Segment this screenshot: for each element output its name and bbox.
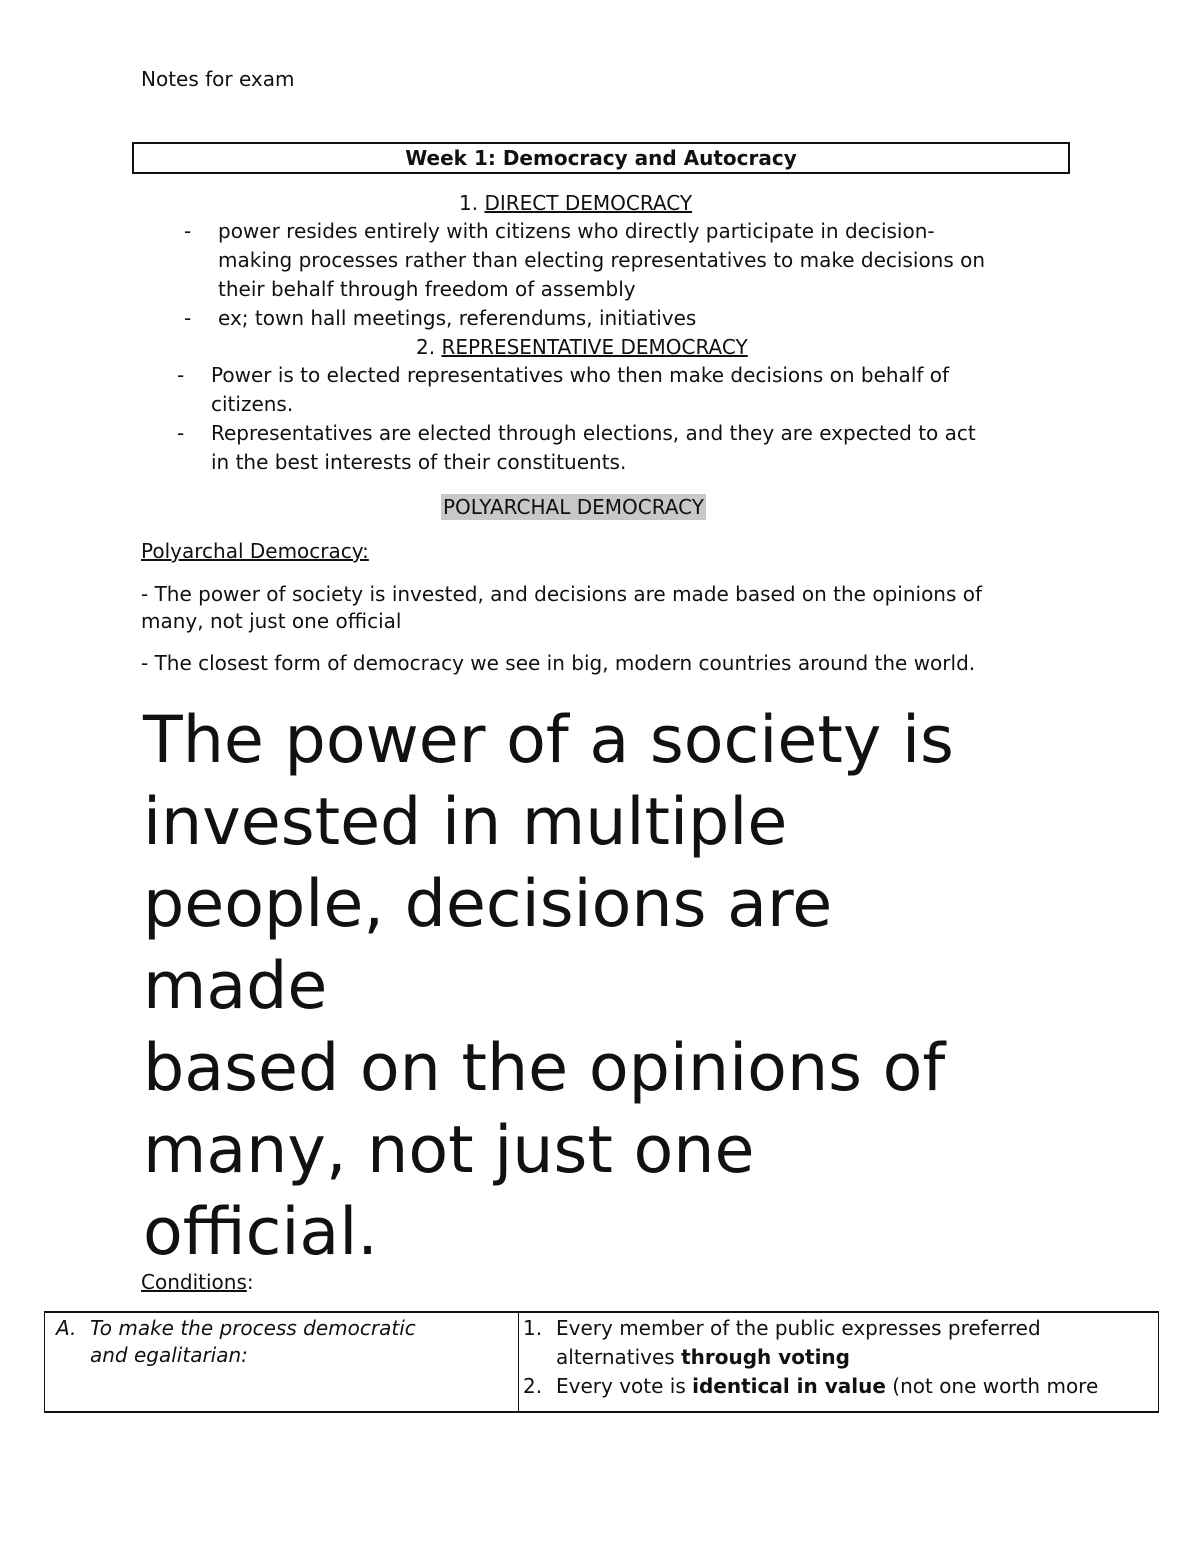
representative-bullet-1-line-1: Power is to elected representatives who then make decisions on behalf of (211, 363, 950, 387)
bullet-dash: - (177, 363, 185, 387)
direct-bullet-1-line-3: their behalf through freedom of assembly (218, 277, 636, 301)
representative-bullet-1-line-2: citizens. (211, 392, 294, 416)
polyarchal-point-1-line-1: - The power of society is invested, and decisions are made based on the opinions of (141, 582, 983, 606)
right-item-1-line-2 (556, 1343, 850, 1372)
right-item-2-text: Every vote is (556, 1374, 693, 1398)
conditions-label (141, 1268, 254, 1297)
right-item-1-line-1: Every member of the public expresses preferred (556, 1316, 1041, 1340)
direct-number: 1. (459, 191, 479, 215)
large-line: made (143, 949, 328, 1024)
conditions-label-text: Conditions (141, 1270, 247, 1294)
week-title-box: Week 1: Democracy and Autocracy (132, 142, 1070, 174)
conditions-table (44, 1311, 1159, 1413)
representative-democracy-heading (416, 333, 748, 362)
representative-bullet-2-line-2: in the best interests of their constituents. (211, 450, 627, 474)
direct-bullet-1-line-2: making processes rather than electing representatives to make decisions on (218, 248, 986, 272)
direct-heading-text: DIRECT DEMOCRACY (484, 191, 693, 215)
right-item-2-tail: (not one worth more (885, 1374, 1099, 1398)
right-item-1-bold: through voting (681, 1345, 850, 1369)
right-item-2-line (556, 1372, 1098, 1401)
conditions-colon: : (246, 1270, 254, 1294)
representative-heading-text: REPRESENTATIVE DEMOCRACY (441, 335, 748, 359)
polyarchal-point-1-line-2: many, not just one official (141, 609, 402, 633)
large-line: The power of a society is (143, 703, 954, 778)
large-line: people, decisions are (143, 867, 833, 942)
direct-democracy-heading (459, 189, 692, 218)
table-column-divider (518, 1313, 519, 1411)
large-line: many, not just one (143, 1113, 755, 1188)
right-item-1-number: 1. (523, 1316, 543, 1340)
bullet-dash: - (177, 421, 185, 445)
right-item-2-bold: identical in value (692, 1374, 886, 1398)
page-header: Notes for exam (141, 67, 295, 91)
left-cell-line-2: and egalitarian: (90, 1343, 248, 1367)
polyarchal-label: Polyarchal Democracy: (141, 539, 369, 563)
right-item-1-text: alternatives (556, 1345, 682, 1369)
representative-number: 2. (416, 335, 436, 359)
direct-bullet-1-line-1: power resides entirely with citizens who directly participate in decision- (218, 219, 935, 243)
representative-bullet-2-line-1: Representatives are elected through elections, and they are expected to act (211, 421, 976, 445)
large-definition-text (143, 700, 954, 1274)
large-line: based on the opinions of (143, 1031, 946, 1106)
large-line: invested in multiple (143, 785, 788, 860)
left-cell-line-1: To make the process democratic (90, 1316, 416, 1340)
bullet-dash: - (184, 306, 192, 330)
bullet-dash: - (184, 219, 192, 243)
large-line: official. (143, 1195, 378, 1270)
polyarchal-heading-highlight: POLYARCHAL DEMOCRACY (443, 495, 704, 519)
right-item-2-number: 2. (523, 1374, 543, 1398)
left-cell-letter: A. (56, 1316, 77, 1340)
direct-bullet-2-line-1: ex; town hall meetings, referendums, initiatives (218, 306, 697, 330)
polyarchal-point-2: - The closest form of democracy we see in big, modern countries around the world. (141, 651, 976, 675)
